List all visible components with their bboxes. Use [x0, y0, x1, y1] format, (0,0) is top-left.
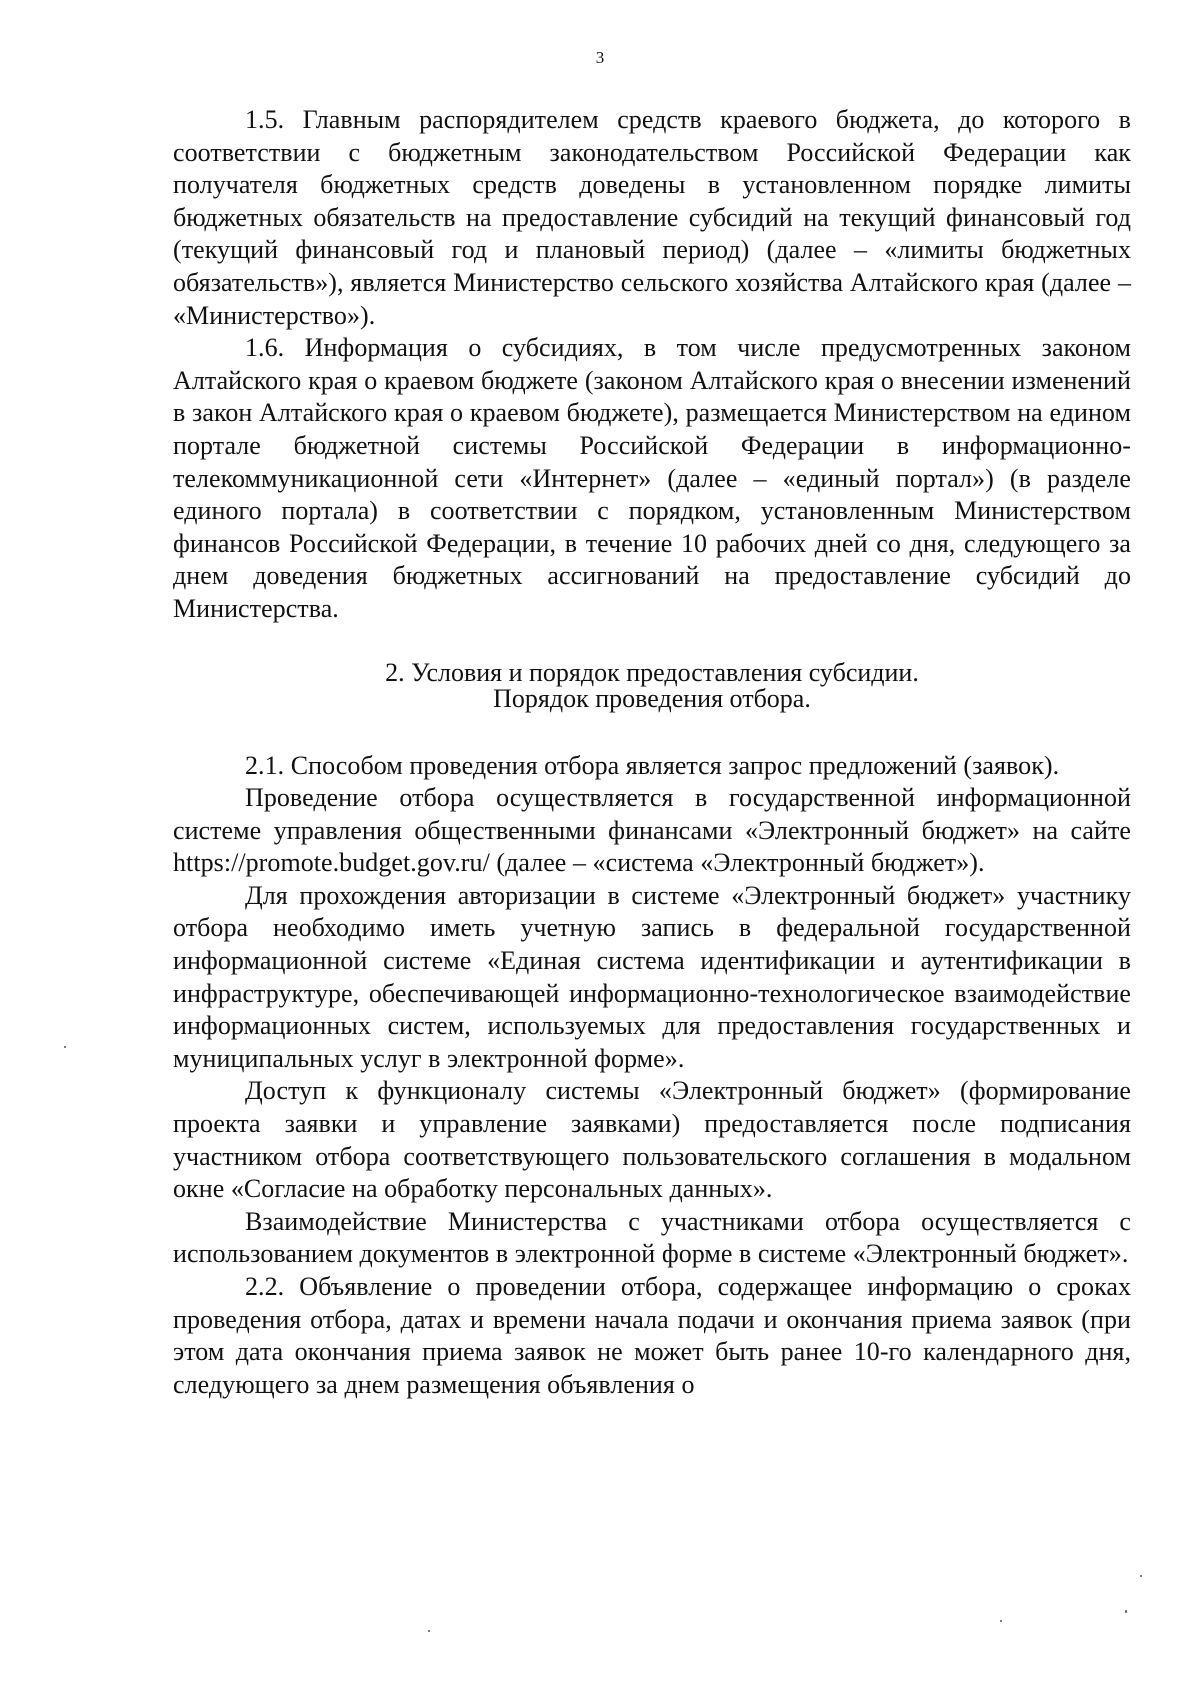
paragraph-2-1-access: Доступ к функционалу системы «Электронный бюджет» (формирование проекта заявки и управление заявками) предоставляется после подписания участником отбора соответствующего пользовательского соглашения в модальном окне «Согласие на обработку персональных данных».	[173, 1076, 1131, 1204]
paragraph-1-6: 1.6. Информация о субсидиях, в том числе предусмотренных законом Алтайского края о краевом бюджете (законом Алтайского края о внесении изменений в закон Алтайского края о краевом бюджете), размещается Министерством на едином портале бюджетной системы Российской Федерации в информационно-телекоммуникационной сети «Интернет» (далее – «единый портал») (в разделе единого портала) в соответствии с порядком, установленным Министерством финансов Российской Федерации, в течение 10 рабочих дней со дня, следующего за днем доведения бюджетных ассигнований на предоставление субсидий до Министерства.	[173, 333, 1131, 623]
scan-speck	[1140, 1575, 1142, 1577]
paragraph-2-1-interaction: Взаимодействие Министерства с участниками отбора осуществляется с использованием документов в электронной форме в системе «Электронный бюджет».	[173, 1206, 1131, 1269]
paragraph-2-1-system: Проведение отбора осуществляется в государственной информационной системе управления общественными финансами «Электронный бюджет» на сайте https://promote.budget.gov.ru/ (далее – «система «Электронный бюджет»).	[173, 783, 1131, 878]
scan-speck	[1125, 1610, 1127, 1613]
document-body	[173, 104, 1131, 1401]
paragraph-2-1: 2.1. Способом проведения отбора является запрос предложений (заявок).	[245, 750, 1060, 780]
page-number: 3	[595, 48, 605, 67]
paragraph-1-5: 1.5. Главным распорядителем средств краевого бюджета, до которого в соответствии с бюджетным законодательством Российской Федерации как получателя бюджетных средств доведены в установленном порядке лимиты бюджетных обязательств на предоставление субсидий на текущий финансовый год (текущий финансовый год и плановый период) (далее – «лимиты бюджетных обязательств»), является Министерство сельского хозяйства Алтайского края (далее – «Министерство»).	[173, 105, 1131, 330]
section-2-title-line1: 2. Условия и порядок предоставления субсидии.	[385, 657, 919, 687]
section-2-title	[173, 657, 1131, 713]
scan-speck	[64, 1046, 66, 1048]
scan-speck	[1000, 1620, 1002, 1622]
paragraph-2-1-authorization: Для прохождения авторизации в системе «Электронный бюджет» участнику отбора необходимо иметь учетную запись в федеральной государственной информационной системе «Единая система идентификации и аутентификации в инфраструктуре, обеспечивающей информационно-технологическое взаимодействие информационных систем, используемых для предоставления государственных и муниципальных услуг в электронной форме».	[173, 880, 1131, 1073]
section-2-title-line2: Порядок проведения отбора.	[493, 683, 811, 713]
scan-speck	[428, 1630, 430, 1632]
paragraph-2-2: 2.2. Объявление о проведении отбора, содержащее информацию о сроках проведения отбора, датах и времени начала подачи и окончания приема заявок (при этом дата окончания приема заявок не может быть ранее 10-го календарного дня, следующего за днем размещения объявления о	[173, 1272, 1131, 1399]
